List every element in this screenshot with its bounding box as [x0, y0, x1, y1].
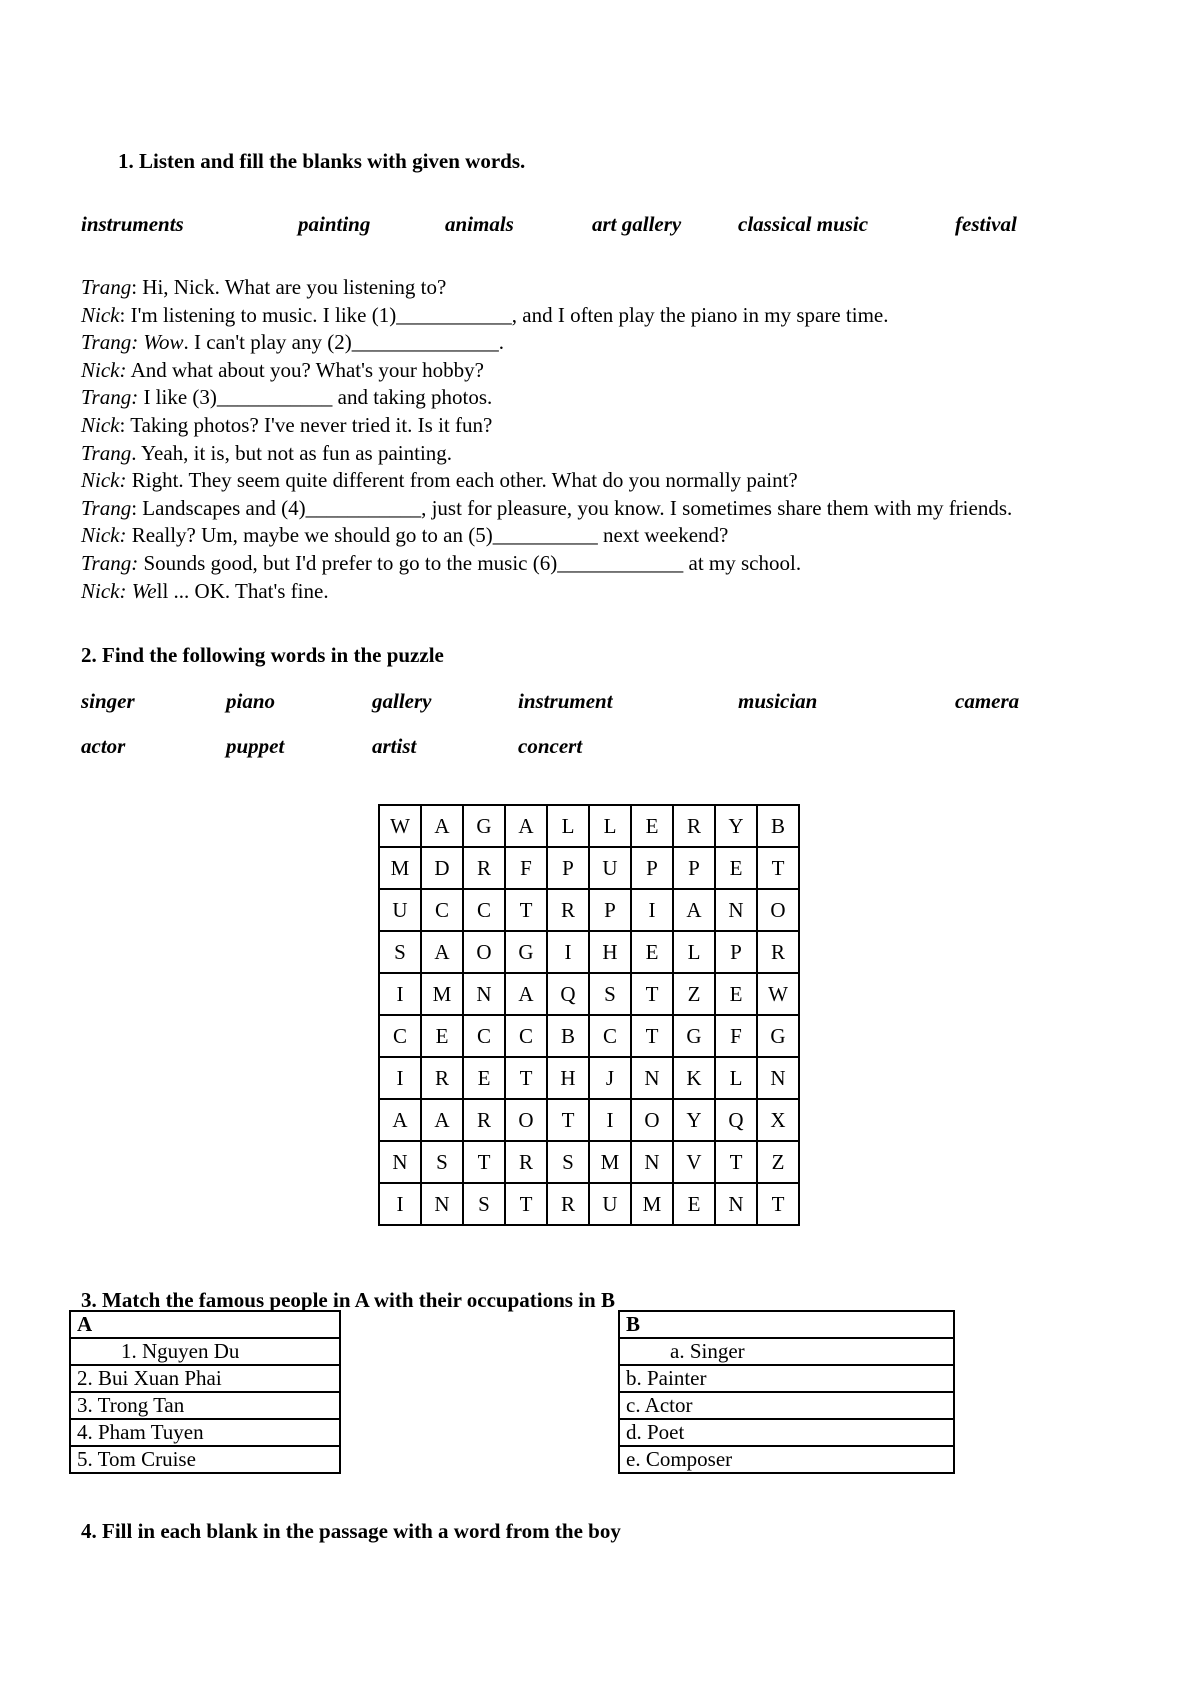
word-bank-item: art gallery [592, 212, 682, 236]
grid-cell[interactable]: T [505, 889, 547, 931]
grid-cell[interactable]: U [589, 847, 631, 889]
grid-cell[interactable]: R [757, 931, 799, 973]
dialogue-line: Trang: I like (3)___________ and taking photos. [81, 385, 493, 410]
grid-cell[interactable]: A [379, 1099, 421, 1141]
grid-cell[interactable]: E [715, 847, 757, 889]
grid-row [379, 1099, 799, 1141]
grid-cell[interactable]: T [631, 973, 673, 1015]
grid-cell[interactable]: M [421, 973, 463, 1015]
person-item[interactable]: 1. Nguyen Du [70, 1338, 340, 1365]
grid-cell[interactable]: A [505, 973, 547, 1015]
dialogue-line: Nick: Taking photos? I've never tried it. Is it fun? [81, 412, 493, 437]
fill-blank-3[interactable]: ___________ [216, 385, 333, 410]
grid-cell[interactable]: O [631, 1099, 673, 1141]
grid-cell[interactable]: P [715, 931, 757, 973]
grid-cell[interactable]: F [505, 847, 547, 889]
grid-cell[interactable]: C [589, 1015, 631, 1057]
fill-blank-4[interactable]: ___________ [305, 495, 422, 520]
grid-cell[interactable]: B [547, 1015, 589, 1057]
grid-cell[interactable]: S [421, 1141, 463, 1183]
grid-cell[interactable]: R [547, 1183, 589, 1225]
word-bank-item: painting [298, 212, 371, 236]
occupation-item[interactable]: e. Composer [619, 1446, 954, 1473]
grid-cell[interactable]: T [505, 1057, 547, 1099]
dialogue-line: Nick: Well ... OK. That's fine. [81, 578, 329, 603]
puzzle-word: actor [81, 734, 126, 758]
grid-row [379, 1141, 799, 1183]
grid-cell[interactable]: N [631, 1141, 673, 1183]
grid-cell[interactable]: R [463, 847, 505, 889]
grid-cell[interactable]: A [421, 931, 463, 973]
fill-blank-6[interactable]: ____________ [557, 550, 684, 575]
column-b-header: B [619, 1311, 954, 1338]
grid-cell[interactable]: G [505, 931, 547, 973]
person-item[interactable]: 3. Trong Tan [70, 1392, 340, 1419]
grid-row [379, 1183, 799, 1225]
grid-cell[interactable]: E [715, 973, 757, 1015]
grid-cell[interactable]: X [757, 1099, 799, 1141]
grid-cell[interactable]: M [379, 847, 421, 889]
grid-cell[interactable]: I [631, 889, 673, 931]
grid-cell[interactable]: A [421, 1099, 463, 1141]
puzzle-word: concert [518, 734, 583, 758]
grid-cell[interactable]: K [673, 1057, 715, 1099]
puzzle-word: singer [81, 689, 135, 713]
grid-cell[interactable]: N [631, 1057, 673, 1099]
grid-row [379, 1057, 799, 1099]
grid-cell[interactable]: I [379, 1183, 421, 1225]
grid-cell[interactable]: Y [715, 805, 757, 847]
grid-cell[interactable]: D [421, 847, 463, 889]
grid-cell[interactable]: T [547, 1099, 589, 1141]
grid-cell[interactable]: E [421, 1015, 463, 1057]
section1-heading: 1. Listen and fill the blanks with given words. [118, 149, 526, 173]
grid-cell[interactable]: P [631, 847, 673, 889]
occupation-item[interactable]: a. Singer [619, 1338, 954, 1365]
grid-cell[interactable]: S [463, 1183, 505, 1225]
grid-cell[interactable]: I [379, 1057, 421, 1099]
match-table-a [69, 1310, 341, 1474]
word-bank-item: animals [445, 212, 514, 236]
puzzle-word: instrument [518, 689, 613, 713]
grid-row [379, 973, 799, 1015]
grid-cell[interactable]: N [421, 1183, 463, 1225]
occupation-item[interactable]: b. Painter [619, 1365, 954, 1392]
grid-cell[interactable]: T [463, 1141, 505, 1183]
grid-cell[interactable]: E [631, 805, 673, 847]
grid-cell[interactable]: R [673, 805, 715, 847]
grid-cell[interactable]: C [379, 1015, 421, 1057]
person-item[interactable]: 5. Tom Cruise [70, 1446, 340, 1473]
grid-cell[interactable]: W [757, 973, 799, 1015]
dialogue-line: Trang: Wow. I can't play any (2)______________. [81, 330, 504, 355]
grid-cell[interactable]: F [715, 1015, 757, 1057]
grid-row [379, 1015, 799, 1057]
grid-cell[interactable]: B [757, 805, 799, 847]
grid-cell[interactable]: M [589, 1141, 631, 1183]
grid-cell[interactable]: A [673, 889, 715, 931]
dialogue-line: Nick: And what about you? What's your hobby? [81, 357, 484, 382]
grid-cell[interactable]: R [421, 1057, 463, 1099]
grid-cell[interactable]: N [715, 889, 757, 931]
grid-row [379, 931, 799, 973]
grid-cell[interactable]: W [379, 805, 421, 847]
puzzle-word: puppet [226, 734, 285, 758]
grid-cell[interactable]: H [589, 931, 631, 973]
grid-cell[interactable]: P [547, 847, 589, 889]
grid-cell[interactable]: U [379, 889, 421, 931]
grid-cell[interactable]: N [757, 1057, 799, 1099]
grid-cell[interactable]: I [379, 973, 421, 1015]
grid-cell[interactable]: C [463, 1015, 505, 1057]
person-item[interactable]: 2. Bui Xuan Phai [70, 1365, 340, 1392]
grid-cell[interactable]: P [673, 847, 715, 889]
fill-blank-1[interactable]: ___________ [396, 302, 512, 327]
grid-cell[interactable]: T [505, 1183, 547, 1225]
occupation-item[interactable]: d. Poet [619, 1419, 954, 1446]
grid-row [379, 847, 799, 889]
grid-cell[interactable]: L [715, 1057, 757, 1099]
grid-cell[interactable]: C [505, 1015, 547, 1057]
puzzle-word: piano [226, 689, 276, 713]
grid-cell[interactable]: R [547, 889, 589, 931]
grid-cell[interactable]: H [547, 1057, 589, 1099]
grid-cell[interactable]: J [589, 1057, 631, 1099]
grid-cell[interactable]: R [505, 1141, 547, 1183]
grid-cell[interactable]: O [505, 1099, 547, 1141]
section4-heading: 4. Fill in each blank in the passage with a word from the boy [81, 1519, 621, 1543]
grid-cell[interactable]: Z [757, 1141, 799, 1183]
fill-blank-5[interactable]: __________ [492, 523, 598, 548]
grid-cell[interactable]: Q [547, 973, 589, 1015]
grid-cell[interactable]: R [463, 1099, 505, 1141]
grid-cell[interactable]: L [673, 931, 715, 973]
grid-cell[interactable]: Z [673, 973, 715, 1015]
grid-cell[interactable]: Q [715, 1099, 757, 1141]
grid-cell[interactable]: S [379, 931, 421, 973]
word-bank-item: festival [955, 212, 1017, 236]
grid-cell[interactable]: S [547, 1141, 589, 1183]
puzzle-word: gallery [372, 689, 432, 713]
fill-blank-2[interactable]: ______________ [351, 330, 499, 355]
puzzle-word: musician [738, 689, 818, 713]
dialogue-line: Trang. Yeah, it is, but not as fun as painting. [81, 440, 453, 465]
grid-cell[interactable]: C [421, 889, 463, 931]
grid-cell[interactable]: N [379, 1141, 421, 1183]
occupation-item[interactable]: c. Actor [619, 1392, 954, 1419]
section3-heading: 3. Match the famous people in A with their occupations in B [81, 1288, 615, 1312]
puzzle-word: camera [955, 689, 1020, 713]
word-search-grid [378, 804, 800, 1226]
grid-cell[interactable]: P [589, 889, 631, 931]
grid-row [379, 805, 799, 847]
grid-cell[interactable]: S [589, 973, 631, 1015]
word-bank-item: instruments [81, 212, 184, 236]
grid-cell[interactable]: I [547, 931, 589, 973]
grid-cell[interactable]: T [631, 1015, 673, 1057]
grid-row [379, 889, 799, 931]
grid-cell[interactable]: L [547, 805, 589, 847]
grid-cell[interactable]: A [505, 805, 547, 847]
section2-heading: 2. Find the following words in the puzzle [81, 643, 444, 667]
grid-cell[interactable]: V [673, 1141, 715, 1183]
column-a-header: A [70, 1311, 340, 1338]
dialogue-line: Nick: Right. They seem quite different from each other. What do you normally paint? [81, 468, 798, 493]
grid-cell[interactable]: G [757, 1015, 799, 1057]
grid-cell[interactable]: G [673, 1015, 715, 1057]
grid-cell[interactable]: I [589, 1099, 631, 1141]
dialogue-line: Trang: Hi, Nick. What are you listening to? [81, 275, 447, 299]
grid-cell[interactable]: E [631, 931, 673, 973]
grid-cell[interactable]: A [421, 805, 463, 847]
dialogue-line: Trang: Landscapes and (4)___________, just for pleasure, you know. I sometimes share them with my friends. [81, 495, 1013, 520]
grid-cell[interactable]: N [463, 973, 505, 1015]
grid-cell[interactable]: N [715, 1183, 757, 1225]
grid-cell[interactable]: M [631, 1183, 673, 1225]
grid-cell[interactable]: C [463, 889, 505, 931]
grid-cell[interactable]: O [463, 931, 505, 973]
grid-cell[interactable]: E [463, 1057, 505, 1099]
grid-cell[interactable]: U [589, 1183, 631, 1225]
grid-cell[interactable]: Y [673, 1099, 715, 1141]
dialogue-line: Trang: Sounds good, but I'd prefer to go to the music (6)____________ at my school. [81, 550, 802, 575]
dialogue-line: Nick: Really? Um, maybe we should go to an (5)__________ next weekend? [81, 523, 729, 548]
grid-cell[interactable]: T [757, 1183, 799, 1225]
person-item[interactable]: 4. Pham Tuyen [70, 1419, 340, 1446]
match-table-b [618, 1310, 955, 1474]
grid-cell[interactable]: O [757, 889, 799, 931]
grid-cell[interactable]: E [673, 1183, 715, 1225]
dialogue [81, 274, 1081, 605]
grid-cell[interactable]: T [757, 847, 799, 889]
word-bank-item: classical music [738, 212, 869, 236]
grid-cell[interactable]: G [463, 805, 505, 847]
grid-cell[interactable]: L [589, 805, 631, 847]
puzzle-word: artist [372, 734, 417, 758]
grid-cell[interactable]: T [715, 1141, 757, 1183]
dialogue-line: Nick: I'm listening to music. I like (1)___________, and I often play the piano in my spare time. [81, 302, 889, 327]
